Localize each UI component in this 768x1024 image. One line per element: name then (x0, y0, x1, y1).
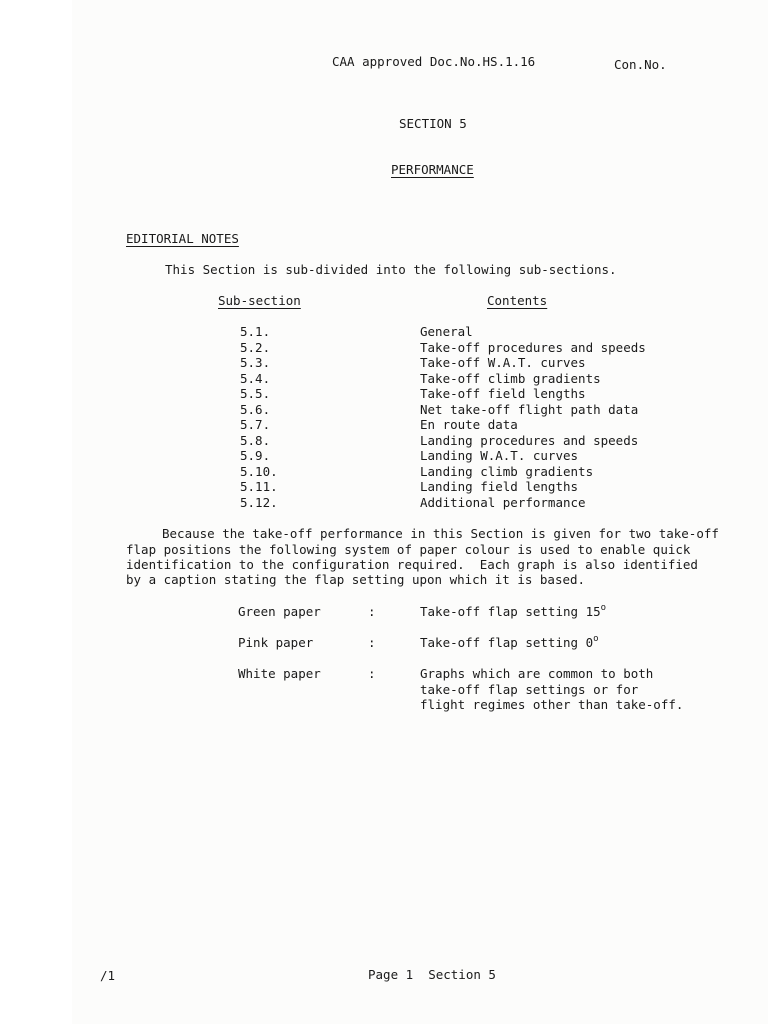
subsection-number: 5.9. (240, 448, 271, 463)
subsection-contents: Net take-off flight path data (420, 401, 639, 417)
description-text: Take-off flap setting 0 (420, 635, 594, 650)
column-header-contents: Contents (487, 293, 548, 308)
paragraph-line: identification to the configuration required. Each graph is also identified (126, 557, 698, 572)
subsection-contents: Landing procedures and speeds (420, 432, 639, 448)
column-header-subsection: Sub-section (218, 293, 301, 308)
description-text: Graphs which are common to both (420, 666, 654, 681)
subsection-number: 5.6. (240, 401, 271, 417)
colon-separator: : (368, 604, 376, 619)
subsection-number: 5.3. (240, 355, 271, 370)
subsection-contents: Take-off climb gradients (420, 370, 601, 386)
subsection-number: 5.2. (240, 339, 271, 355)
subsection-number: 5.10. (240, 463, 278, 479)
document-page (72, 0, 768, 1024)
degree-mark: o (593, 634, 599, 644)
subsection-number: 5.1. (240, 324, 271, 339)
subsection-number: 5.4. (240, 370, 271, 386)
subsection-number: 5.11. (240, 479, 278, 494)
subsection-contents: Additional performance (420, 494, 586, 510)
page-number: Page 1 Section 5 (368, 967, 496, 982)
paragraph-line: Because the take-off performance in this Section is given for two take-off (162, 526, 719, 541)
subsection-number: 5.12. (240, 494, 278, 510)
subsection-contents: General (420, 324, 473, 339)
paragraph-line: by a caption stating the flap setting upon which it is based. (126, 572, 586, 587)
paper-colour-label: Green paper (238, 604, 321, 619)
subsection-number: 5.5. (240, 386, 271, 401)
paper-colour-description (420, 635, 599, 650)
subsection-contents: Take-off procedures and speeds (420, 339, 646, 355)
subsection-contents: Landing climb gradients (420, 463, 594, 479)
subsection-contents: Take-off field lengths (420, 386, 586, 401)
section-title: SECTION 5 (399, 116, 467, 131)
paragraph-line: flap positions the following system of paper colour is used to enable quick (126, 542, 691, 557)
subsection-contents: En route data (420, 417, 518, 432)
description-text: take-off flap settings or for (420, 681, 639, 697)
editorial-intro: This Section is sub-divided into the following sub-sections. (165, 262, 617, 277)
subsection-number: 5.7. (240, 417, 271, 432)
description-text: Take-off flap setting 15 (420, 604, 601, 619)
description-text: flight regimes other than take-off. (420, 697, 684, 712)
subsection-contents: Landing W.A.T. curves (420, 448, 579, 463)
colon-separator: : (368, 635, 376, 650)
section-subtitle: PERFORMANCE (391, 162, 474, 177)
subsection-contents: Landing field lengths (420, 479, 579, 494)
con-number: Con.No. (614, 57, 667, 72)
paper-colour-description (420, 666, 653, 681)
paper-colour-description (420, 604, 606, 619)
paper-colour-label: Pink paper (238, 635, 314, 650)
subsection-number: 5.8. (240, 432, 271, 448)
paper-colour-description (420, 697, 683, 712)
footer-mark: /1 (100, 968, 116, 983)
colon-separator: : (368, 666, 376, 681)
degree-mark: o (600, 603, 607, 613)
paper-colour-description (420, 682, 638, 697)
doc-reference: CAA approved Doc.No.HS.1.16 (332, 54, 536, 69)
subsection-contents: Take-off W.A.T. curves (420, 355, 586, 370)
paper-colour-label: White paper (238, 666, 321, 681)
editorial-heading: EDITORIAL NOTES (126, 231, 239, 246)
